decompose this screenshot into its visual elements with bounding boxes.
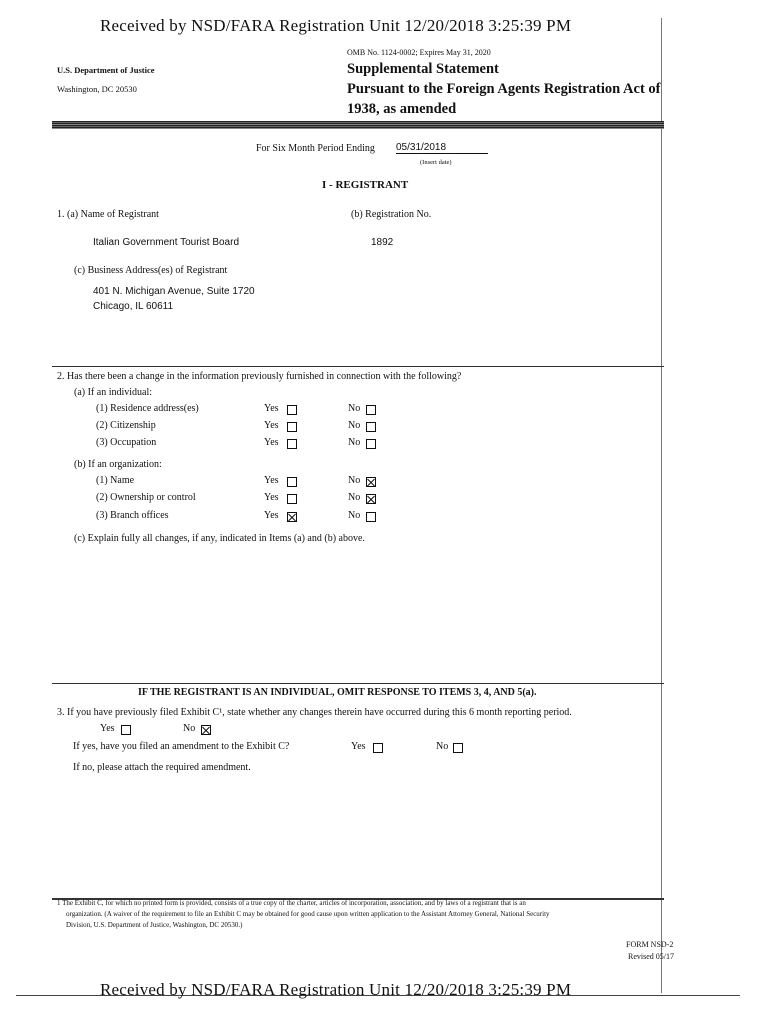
q2b3-label: (3) Branch offices: [96, 510, 169, 521]
registrant-name-value[interactable]: Italian Government Tourist Board: [93, 237, 240, 248]
amendment-no-checkbox[interactable]: [453, 743, 463, 753]
q2a2-label: (2) Citizenship: [96, 420, 156, 431]
q2a1-yes-checkbox[interactable]: [287, 405, 297, 415]
divider-2: [52, 683, 664, 684]
q2b-label: (b) If an organization:: [74, 459, 162, 470]
q2b1-no-checkbox[interactable]: [366, 477, 376, 487]
form-subtitle-2: 1938, as amended: [347, 101, 457, 117]
yes-label: Yes: [264, 420, 279, 431]
q2b2-label: (2) Ownership or control: [96, 492, 196, 503]
yes-label: Yes: [351, 741, 366, 752]
no-label: No: [183, 723, 196, 734]
registration-no-value[interactable]: 1892: [371, 237, 394, 248]
no-label: No: [348, 475, 361, 486]
received-stamp-bottom: Received by NSD/FARA Registration Unit 12/20/2018 3:25:39 PM: [100, 980, 572, 999]
q2a3-label: (3) Occupation: [96, 437, 157, 448]
q2a-label: (a) If an individual:: [74, 387, 153, 398]
yes-label: Yes: [264, 492, 279, 503]
form-title: Supplemental Statement: [347, 61, 499, 77]
q3-yes-checkbox[interactable]: [121, 725, 131, 735]
q3-no-checkbox[interactable]: [201, 725, 211, 735]
q2b1-label: (1) Name: [96, 475, 135, 486]
form-subtitle-1: Pursuant to the Foreign Agents Registration Act of: [347, 81, 661, 97]
footnote-line-1: 1 The Exhibit C, for which no printed form is provided, consists of a true copy of the charter, articles of incorporation, association, and by laws of a registrant that is an: [57, 899, 526, 907]
registration-no-label: (b) Registration No.: [351, 209, 432, 220]
form-revision: Revised 05/17: [628, 952, 674, 961]
q2b3-yes-checkbox[interactable]: [287, 512, 297, 522]
q2-text: 2. Has there been a change in the information previously furnished in connection with the following?: [57, 371, 462, 382]
period-label: For Six Month Period Ending: [256, 143, 375, 154]
business-address-label: (c) Business Address(es) of Registrant: [74, 265, 228, 276]
no-label: No: [348, 437, 361, 448]
q2b3-no-checkbox[interactable]: [366, 512, 376, 522]
q2c-label: (c) Explain fully all changes, if any, indicated in Items (a) and (b) above.: [74, 533, 365, 544]
yes-label: Yes: [264, 475, 279, 486]
q2a3-yes-checkbox[interactable]: [287, 439, 297, 449]
q2a1-no-checkbox[interactable]: [366, 405, 376, 415]
address-line-1[interactable]: 401 N. Michigan Avenue, Suite 1720: [93, 286, 255, 297]
section-registrant-heading: I - REGISTRANT: [322, 179, 409, 191]
divider-1: [52, 366, 664, 367]
header-rule: [52, 121, 664, 129]
received-stamp-top: Received by NSD/FARA Registration Unit 12/20/2018 3:25:39 PM: [100, 16, 572, 35]
form-id: FORM NSD-2: [626, 940, 674, 949]
period-end-date[interactable]: 05/31/2018: [396, 142, 488, 154]
department-name: U.S. Department of Justice: [57, 65, 155, 75]
q3-text: 3. If you have previously filed Exhibit C¹, state whether any changes therein have occurred during this 6 month reporting period.: [57, 707, 572, 718]
q2a1-label: (1) Residence address(es): [96, 403, 199, 414]
department-city: Washington, DC 20530: [57, 84, 137, 94]
footnote-line-2: organization. (A waiver of the requirement to file an Exhibit C may be obtained for good cause upon written application to the Assistant Attorney General, National Security: [66, 910, 550, 918]
q2a3-no-checkbox[interactable]: [366, 439, 376, 449]
individual-note: IF THE REGISTRANT IS AN INDIVIDUAL, OMIT RESPONSE TO ITEMS 3, 4, AND 5(a).: [138, 687, 537, 698]
amendment-note: If no, please attach the required amendment.: [73, 762, 251, 773]
yes-label: Yes: [264, 437, 279, 448]
no-label: No: [436, 741, 449, 752]
q2b2-no-checkbox[interactable]: [366, 494, 376, 504]
amendment-yes-checkbox[interactable]: [373, 743, 383, 753]
footnote-line-3: Division, U.S. Department of Justice, Washington, DC 20530.): [66, 921, 243, 929]
q2a2-yes-checkbox[interactable]: [287, 422, 297, 432]
period-note: (Insert date): [420, 159, 452, 166]
omb-number: OMB No. 1124-0002; Expires May 31, 2020: [347, 48, 491, 57]
address-line-2[interactable]: Chicago, IL 60611: [93, 301, 174, 312]
no-label: No: [348, 510, 361, 521]
registrant-name-label: 1. (a) Name of Registrant: [57, 209, 159, 220]
q2b1-yes-checkbox[interactable]: [287, 477, 297, 487]
q2a2-no-checkbox[interactable]: [366, 422, 376, 432]
yes-label: Yes: [264, 510, 279, 521]
no-label: No: [348, 492, 361, 503]
yes-label: Yes: [264, 403, 279, 414]
amendment-question: If yes, have you filed an amendment to the Exhibit C?: [73, 741, 290, 752]
no-label: No: [348, 403, 361, 414]
page-edge-line: [661, 18, 662, 993]
yes-label: Yes: [100, 723, 115, 734]
q2b2-yes-checkbox[interactable]: [287, 494, 297, 504]
no-label: No: [348, 420, 361, 431]
